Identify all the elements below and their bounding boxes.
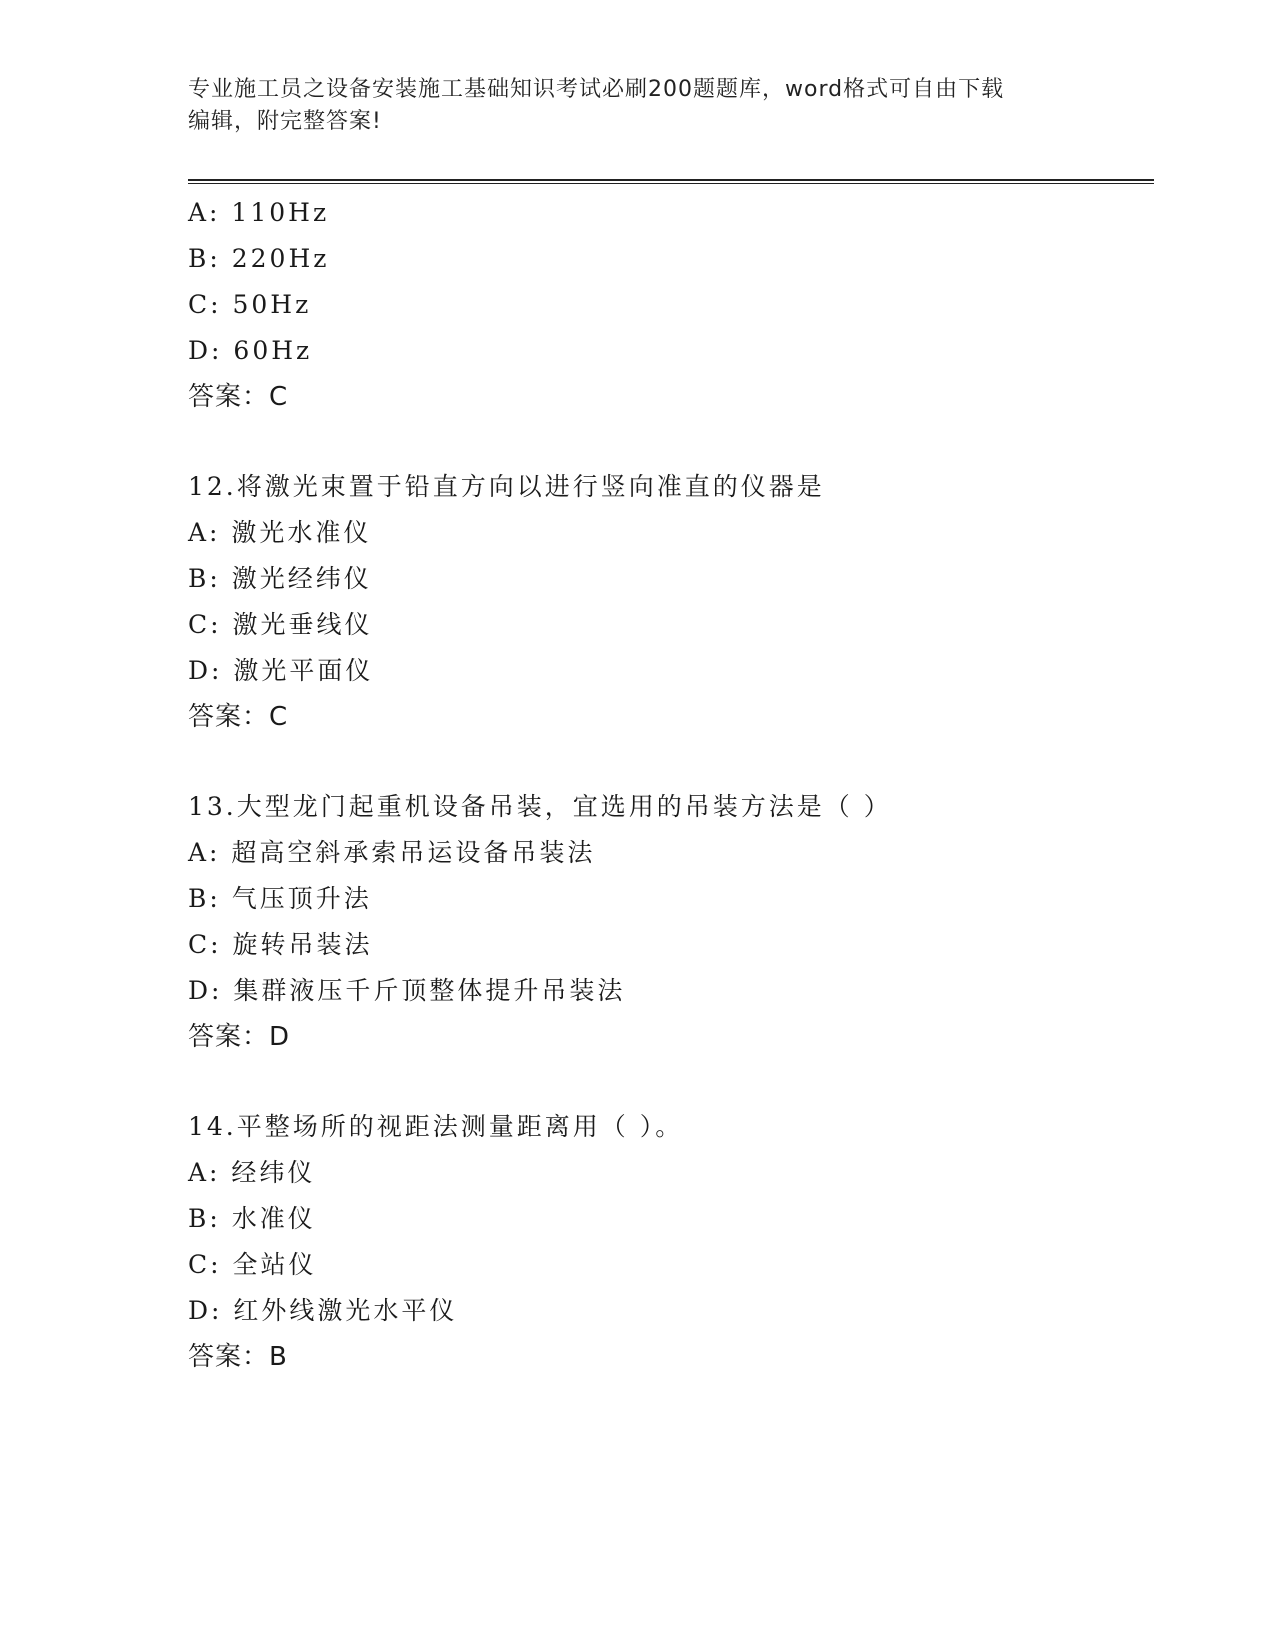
answer-line: 答案：D xyxy=(188,1022,291,1052)
option-d: D: 集群液压千斤顶整体提升吊装法 xyxy=(188,976,626,1005)
answer-line: 答案：C xyxy=(188,382,289,412)
option-b: B: 气压顶升法 xyxy=(188,884,372,913)
spacer xyxy=(188,1060,1154,1104)
option-c: C: 激光垂线仪 xyxy=(188,610,373,639)
spacer xyxy=(188,420,1154,464)
question-block-14 xyxy=(188,1104,1154,1380)
question-block-12 xyxy=(188,464,1154,740)
document-header xyxy=(188,74,1088,138)
option-a: A: 激光水准仪 xyxy=(188,518,372,547)
option-a: A: 经纬仪 xyxy=(188,1158,316,1187)
option-d: D: 激光平面仪 xyxy=(188,656,374,685)
spacer xyxy=(188,740,1154,784)
option-b: B: 220Hz xyxy=(188,244,330,273)
answer-line: 答案：B xyxy=(188,1342,288,1372)
question-block-11 xyxy=(188,190,1154,420)
answer-line: 答案：C xyxy=(188,702,289,732)
header-title-line-1: 专业施工员之设备安装施工基础知识考试必刷200题题库，word格式可自由下载 xyxy=(188,77,1005,102)
question-text: 14.平整场所的视距法测量距离用（ ）。 xyxy=(188,1112,684,1141)
option-d: D: 60Hz xyxy=(188,336,313,365)
option-c: C: 50Hz xyxy=(188,290,312,319)
option-b: B: 水准仪 xyxy=(188,1204,316,1233)
question-list xyxy=(188,190,1154,1380)
header-rule-thick xyxy=(188,179,1154,181)
option-c: C: 全站仪 xyxy=(188,1250,317,1279)
option-b: B: 激光经纬仪 xyxy=(188,564,372,593)
option-a: A: 超高空斜承索吊运设备吊装法 xyxy=(188,838,596,867)
option-d: D: 红外线激光水平仪 xyxy=(188,1296,458,1325)
question-text: 13.大型龙门起重机设备吊装，宜选用的吊装方法是（ ） xyxy=(188,792,892,821)
question-block-13 xyxy=(188,784,1154,1060)
header-rule-thin xyxy=(188,183,1154,184)
option-c: C: 旋转吊装法 xyxy=(188,930,373,959)
option-a: A: 110Hz xyxy=(188,198,330,227)
header-title-line-2: 编辑，附完整答案! xyxy=(188,109,382,134)
question-text: 12.将激光束置于铅直方向以进行竖向准直的仪器是 xyxy=(188,472,825,501)
